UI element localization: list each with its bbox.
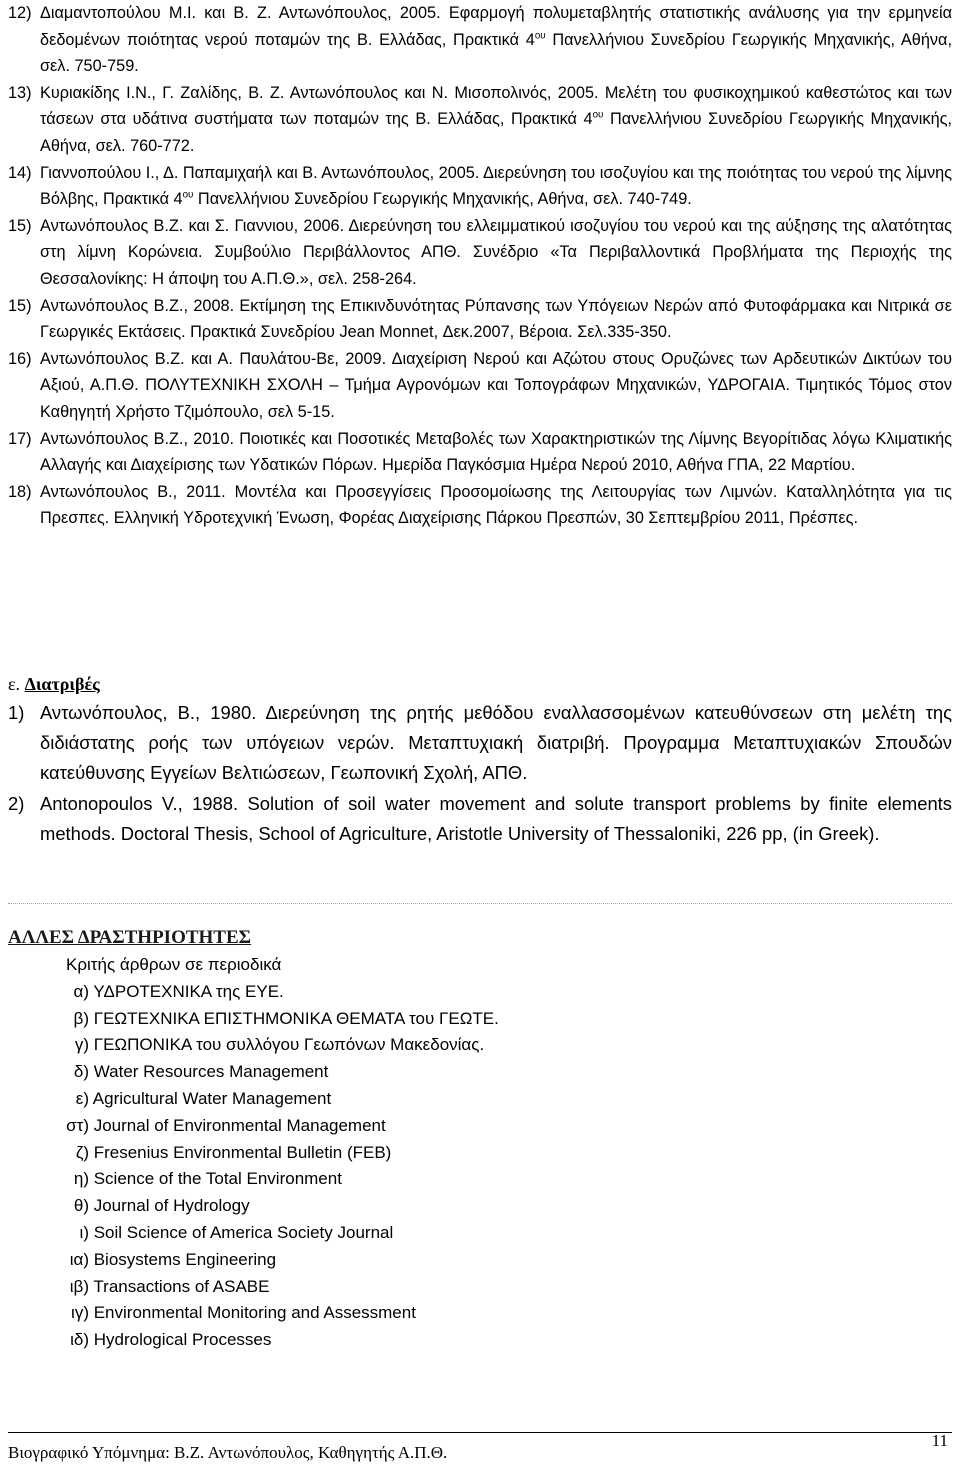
divider bbox=[8, 903, 952, 904]
thesis-item bbox=[8, 789, 952, 849]
journal-label: β) bbox=[73, 1008, 89, 1028]
journal-label: γ) bbox=[74, 1035, 89, 1055]
journal-item bbox=[0, 979, 499, 1006]
journal-name: Journal of Hydrology bbox=[89, 1196, 250, 1216]
journal-name: Agricultural Water Management bbox=[89, 1088, 332, 1108]
journal-label: ζ) bbox=[75, 1142, 89, 1162]
journal-name: Fresenius Environmental Bulletin (FEB) bbox=[89, 1142, 392, 1162]
thesis-item bbox=[8, 698, 952, 789]
journal-name: Transactions of ASABE bbox=[89, 1276, 270, 1296]
reference-item bbox=[8, 0, 952, 80]
reference-text: Αντωνόπουλος Β.Ζ., 2008. Εκτίμηση της Επικινδυνότητας Ρύπανσης των Υπόγειων Νερών από Φυτοφάρμακα και Νιτρικά σε Γεωργικές Εκτάσεις. Πρακτικά Συνεδρίου Jean Monnet, Δεκ.2007, Βέροια. Σελ.335-350. bbox=[40, 296, 952, 342]
journal-item bbox=[0, 1327, 499, 1354]
journal-label: ιδ) bbox=[70, 1330, 89, 1350]
journal-label: ια) bbox=[69, 1249, 89, 1269]
journal-name: Biosystems Engineering bbox=[89, 1249, 277, 1269]
reference-number: 15) bbox=[8, 296, 32, 315]
journal-name: Science of the Total Environment bbox=[89, 1169, 342, 1189]
reference-text: Διαμαντοπούλου Μ.Ι. και Β. Ζ. Αντωνόπουλος, 2005. Εφαρμογή πολυμεταβλητής στατιστικής ανάλυσης για την ερμηνεία δεδομένων ποιότητας νερού ποταμών της Β. Ελλάδας, Πρακτικά $4^{o\upsilon}$ Πανελλήνιου Συνεδρίου Γεωργικής Μηχανικής, Αθήνα, σελ. 750-759. bbox=[40, 4, 952, 76]
journal-item bbox=[0, 1059, 499, 1086]
reference-number: 12) bbox=[8, 4, 32, 22]
reference-text: Αντωνόπουλος Β.Ζ. και Α. Παυλάτου-Βε, 2009. Διαχείριση Νερού και Αζώτου στους Ορυζώνες των Αρδευτικών Δικτύων του Αξιού, Α.Π.Θ. ΠΟΛΥΤΕΧΝΙΚΗ ΣΧΟΛΗ – Τμήμα Αγρονόμων και Τοπογράφων Μηχανικών, ΥΔΡΟΓΑΙΑ. Τιμητικός Τόμος στον Καθηγητή Χρήστο Τζιμόπουλο, σελ 5-15. bbox=[40, 349, 952, 421]
other-activities-heading: ΑΛΛΕΣ ΔΡΑΣΤΗΡΙΟΤΗΤΕΣ bbox=[8, 927, 252, 948]
reference-item bbox=[8, 479, 952, 532]
reference-number: 18) bbox=[8, 482, 32, 501]
reference-number: 17) bbox=[8, 429, 32, 448]
reference-number: 15) bbox=[8, 216, 32, 235]
journal-name: Water Resources Management bbox=[89, 1062, 329, 1082]
reference-text: Αντωνόπουλος Β., 2011. Μοντέλα και Προσεγγίσεις Προσομοίωσης της Λειτουργίας των Λιμνών. Καταλληλότητα για τις Πρεσπες. Ελληνική Υδροτεχνική Ένωση, Φορέας Διαχείρισης Πάρκου Πρεσπών, 30 Σεπτεμβρίου 2011, Πρέσπες. bbox=[40, 482, 952, 528]
theses-list bbox=[8, 698, 952, 849]
journal-item bbox=[0, 1247, 499, 1274]
journal-name: ΓΕΩΠΟΝΙΚΑ του συλλόγου Γεωπόνων Μακεδονίας. bbox=[89, 1035, 485, 1055]
journal-item bbox=[0, 1086, 499, 1113]
journal-review-list bbox=[0, 952, 499, 1354]
reference-number: 14) bbox=[8, 163, 32, 182]
reference-item bbox=[8, 80, 952, 160]
journal-item bbox=[0, 1193, 499, 1220]
journal-label: α) bbox=[73, 981, 89, 1001]
journal-label: στ) bbox=[66, 1115, 89, 1135]
journal-name: Hydrological Processes bbox=[89, 1330, 272, 1350]
reference-list bbox=[8, 0, 952, 532]
section-title: Διατριβές bbox=[24, 674, 100, 694]
journal-review-intro: Κριτής άρθρων σε περιοδικά bbox=[66, 955, 282, 974]
journal-label: ε) bbox=[75, 1088, 89, 1108]
journal-label: δ) bbox=[73, 1062, 89, 1082]
journal-item bbox=[0, 1032, 499, 1059]
journal-name: ΓΕΩΤΕΧΝΙΚΑ ΕΠΙΣΤΗΜΟΝΙΚΑ ΘΕΜΑΤΑ του ΓΕΩΤΕ. bbox=[89, 1008, 499, 1028]
page-footer bbox=[8, 1431, 952, 1462]
journal-label: θ) bbox=[73, 1196, 89, 1216]
section-heading-theses bbox=[8, 672, 100, 696]
journal-label: ιγ) bbox=[71, 1303, 89, 1323]
reference-text: Αντωνόπουλος Β.Ζ., 2010. Ποιοτικές και Ποσοτικές Μεταβολές των Χαρακτηριστικών της Λίμνης Βεγορίτιδας λόγω Κλιματικής Αλλαγής και Διαχείρισης των Υδατικών Πόρων. Ημερίδα Παγκόσμια Ημέρα Νερού 2010, Αθήνα ΓΠΑ, 22 Μαρτίου. bbox=[40, 429, 952, 475]
journal-item bbox=[0, 1006, 499, 1033]
journal-label: ι) bbox=[79, 1222, 89, 1242]
page-number: 11 bbox=[931, 1431, 948, 1450]
reference-item bbox=[8, 160, 952, 213]
reference-item bbox=[8, 346, 952, 426]
journal-name: Environmental Monitoring and Assessment bbox=[89, 1303, 416, 1323]
journal-label: η) bbox=[73, 1169, 89, 1189]
journal-item bbox=[0, 1300, 499, 1327]
reference-item bbox=[8, 213, 952, 293]
journal-name: Soil Science of America Society Journal bbox=[89, 1222, 394, 1242]
journal-name: Journal of Environmental Management bbox=[89, 1115, 386, 1135]
reference-item bbox=[8, 426, 952, 479]
thesis-number: 1) bbox=[8, 702, 25, 723]
reference-number: 13) bbox=[8, 83, 32, 102]
reference-text: Γιαννοπούλου Ι., Δ. Παπαμιχαήλ και Β. Αντωνόπουλος, 2005. Διερεύνηση του ισοζυγίου και της ποιότητας του νερού της λίμνης Βόλβης, Πρακτικά $4^{o\upsilon}$ Πανελλήνιου Συνεδρίου Γεωργικής Μηχανικής, Αθήνα, σελ. 740-749. bbox=[40, 163, 952, 209]
journal-item bbox=[0, 1274, 499, 1301]
thesis-number: 2) bbox=[8, 792, 25, 814]
journal-name: ΥΔΡΟΤΕΧΝΙΚΑ της ΕΥΕ. bbox=[89, 981, 284, 1001]
reference-item bbox=[8, 293, 952, 346]
thesis-text: Antonopoulos V., 1988. Solution of soil water movement and solute transport problems by finite elements methods. Doctoral Thesis, School of Agriculture, Aristotle University of Thessaloniki, 226 pp, (in Greek). bbox=[40, 792, 952, 844]
journal-item bbox=[0, 1220, 499, 1247]
footer-text: Βιογραφικό Υπόμνημα: Β.Ζ. Αντωνόπουλος, Καθηγητής Α.Π.Θ. bbox=[8, 1443, 448, 1462]
thesis-text: Αντωνόπουλος, Β., 1980. Διερεύνηση της ρητής μεθόδου εναλλασσομένων κατευθύνσεων στη μελέτη της διδιάστατης ροής των υπόγειων νερών. Μεταπτυχιακή διατριβή. Προγραμμα Μεταπτυχιακών Σπουδών κατεύθυνσης Εγγείων Βελτιώσεων, Γεωπονική Σχολή, ΑΠΘ. bbox=[40, 702, 952, 784]
journal-item bbox=[0, 1166, 499, 1193]
journal-item bbox=[0, 1113, 499, 1140]
reference-text: Αντωνόπουλος Β.Ζ. και Σ. Γιαννιου, 2006. Διερεύνηση του ελλειμματικού ισοζυγίου του νερού και της αύξησης της αλατότητας στη λίμνη Κορώνεια. Συμβούλιο Περιβάλλοντος ΑΠΘ. Συνέδριο «Τα Περιβαλλοντικά Προβλήματα της Περιοχής της Θεσσαλονίκης: Η άποψη του Α.Π.Θ.», σελ. 258-264. bbox=[40, 216, 952, 288]
reference-text: Κυριακίδης Ι.Ν., Γ. Ζαλίδης, Β. Ζ. Αντωνόπουλος και Ν. Μισοπολινός, 2005. Μελέτη του φυσικοχημικού καθεστώτος και των τάσεων στα υδάτινα συστήματα των ποταμών της Β. Ελλάδας, Πρακτικά $4^{o\upsilon}$ Πανελλήνιου Συνεδρίου Γεωργικής Μηχανικής, Αθήνα, σελ. 760-772. bbox=[40, 83, 952, 155]
section-prefix: ε. bbox=[8, 674, 25, 694]
journal-item bbox=[0, 1140, 499, 1167]
journal-label: ιβ) bbox=[69, 1276, 89, 1296]
reference-number: 16) bbox=[8, 349, 32, 368]
